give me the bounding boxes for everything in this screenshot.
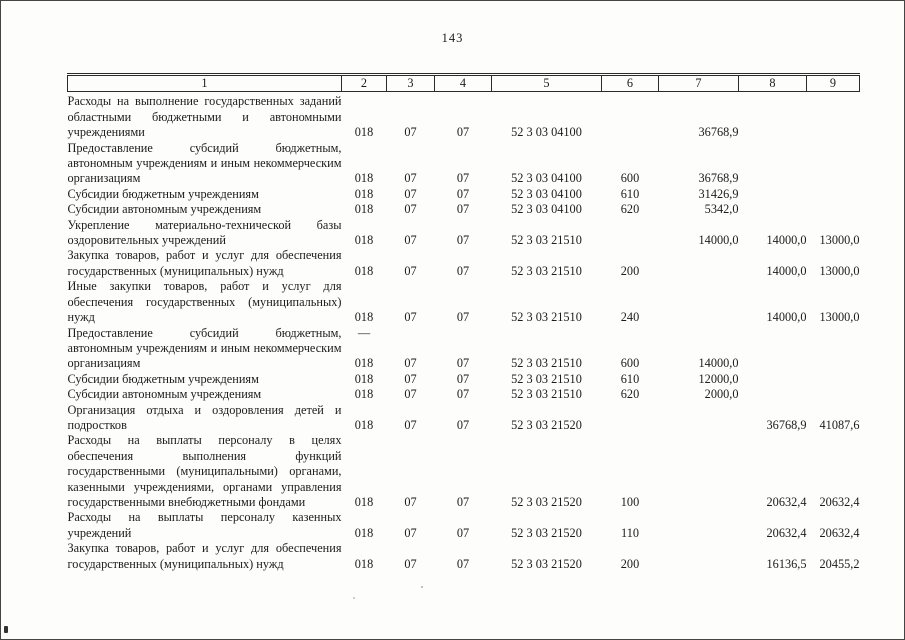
table-row [68, 326, 860, 372]
cell-col3: 07 [404, 494, 417, 509]
cell-col5: 52 3 03 04100 [511, 171, 582, 186]
cell-col4: 07 [456, 125, 470, 140]
column-header-1: 1 [68, 75, 342, 92]
cell-col9 [807, 372, 860, 387]
cell-col8: 14000,0 [766, 310, 807, 325]
cell-col2: 018 [354, 125, 374, 140]
cell-col8 [739, 92, 807, 141]
scan-speck [421, 586, 423, 588]
cell-col4: 07 [456, 387, 470, 402]
cell-col7: 5342,0 [704, 202, 739, 217]
table-row [68, 248, 860, 279]
table-row [68, 387, 860, 402]
cell-col8: 36768,9 [766, 417, 807, 432]
cell-col4: 07 [456, 233, 470, 248]
column-header-6: 6 [602, 75, 659, 92]
cell-col9 [807, 387, 860, 402]
cell-col5: 52 3 03 04100 [511, 186, 582, 201]
cell-col4: 07 [456, 263, 470, 278]
cell-col9: 13000,0 [819, 310, 860, 325]
cell-col7 [659, 510, 739, 541]
table-row [68, 92, 860, 141]
cell-col9 [807, 202, 860, 217]
table-row [68, 541, 860, 572]
cell-col2: 018 [354, 263, 374, 278]
cell-col5: 52 3 03 21520 [511, 525, 582, 540]
cell-col3: 07 [404, 417, 417, 432]
cell-col8 [739, 187, 807, 202]
cell-col9: 13000,0 [819, 233, 860, 248]
cell-col3: 07 [404, 202, 417, 217]
cell-col7 [659, 541, 739, 572]
cell-col8: 16136,5 [766, 556, 807, 571]
cell-col7: 14000,0 [698, 233, 739, 248]
table-header-row [68, 75, 860, 92]
cell-col5: 52 3 03 21510 [511, 371, 582, 386]
cell-col5: 52 3 03 21510 [511, 310, 582, 325]
cell-col2 [342, 326, 387, 372]
cell-description: Субсидии бюджетным учреждениям [67, 186, 259, 201]
cell-col4: 07 [456, 356, 470, 371]
cell-description: Иные закупки товаров, работ и услуг для обеспечения государственных (муниципальных) нужд [67, 279, 342, 325]
cell-col7 [659, 248, 739, 279]
table-row [68, 187, 860, 202]
cell-col7 [659, 403, 739, 434]
cell-col6: 620 [620, 387, 640, 402]
cell-col3: 07 [404, 125, 417, 140]
table-body [68, 92, 860, 572]
cell-description: Предоставление субсидий бюджетным, автономным учреждениям и иным некоммерческим организациям [67, 140, 342, 186]
cell-col6: 620 [620, 202, 640, 217]
cell-col4: 07 [456, 371, 470, 386]
cell-col3: 07 [404, 556, 417, 571]
cell-col4: 07 [456, 171, 470, 186]
column-header-9: 9 [807, 75, 860, 92]
cell-col5: 52 3 03 21510 [511, 387, 582, 402]
cell-col3: 07 [404, 186, 417, 201]
cell-col4: 07 [456, 186, 470, 201]
cell-col3: 07 [404, 310, 417, 325]
cell-col6: 610 [620, 371, 640, 386]
cell-col9: 13000,0 [819, 263, 860, 278]
cell-col2: 018 [354, 233, 374, 248]
column-header-7: 7 [659, 75, 739, 92]
cell-col6: 240 [620, 310, 640, 325]
cell-col2: 018 [354, 556, 374, 571]
cell-col5: 52 3 03 21510 [511, 356, 582, 371]
cell-col2: 018 [354, 310, 374, 325]
cell-description: Субсидии бюджетным учреждениям [67, 371, 259, 386]
cell-col7 [659, 279, 739, 325]
cell-col3: 07 [404, 525, 417, 540]
cell-description: Закупка товаров, работ и услуг для обеспечения государственных (муниципальных) нужд [67, 248, 342, 278]
column-header-3: 3 [387, 75, 435, 92]
cell-col4: 07 [456, 417, 470, 432]
cell-col9: 20455,2 [819, 556, 860, 571]
cell-value: 018 [354, 356, 374, 371]
cell-col8: 20632,4 [766, 494, 807, 509]
cell-col8 [739, 202, 807, 217]
page-number: 143 [441, 31, 464, 45]
cell-col7 [659, 433, 739, 510]
table-row [68, 202, 860, 217]
column-header-5: 5 [492, 75, 602, 92]
cell-col9: 20632,4 [819, 494, 860, 509]
column-header-2: 2 [342, 75, 387, 92]
cell-col3: 07 [404, 356, 417, 371]
table-row [68, 510, 860, 541]
cell-col7: 12000,0 [698, 371, 739, 386]
cell-col9 [807, 326, 860, 372]
cell-col7: 14000,0 [698, 356, 739, 371]
budget-table [67, 73, 860, 572]
table-row [68, 433, 860, 510]
table-row [68, 141, 860, 187]
cell-col5: 52 3 03 21510 [511, 263, 582, 278]
cell-col9 [807, 187, 860, 202]
cell-col9 [807, 92, 860, 141]
cell-col2: 018 [354, 417, 374, 432]
table-row [68, 403, 860, 434]
cell-col6: 200 [620, 556, 640, 571]
cell-description: Субсидии автономным учреждениям [67, 387, 262, 402]
cell-col2: 018 [354, 371, 374, 386]
scan-speck [353, 597, 355, 599]
cell-col2: 018 [354, 525, 374, 540]
cell-col7: 31426,9 [698, 186, 739, 201]
cell-description: Субсидии автономным учреждениям [67, 202, 262, 217]
cell-col2: 018 [354, 387, 374, 402]
cell-col8: 14000,0 [766, 233, 807, 248]
cell-col8 [739, 326, 807, 372]
stray-dash-mark: — [357, 325, 371, 340]
cell-col3: 07 [404, 371, 417, 386]
cell-col2: 018 [354, 202, 374, 217]
cell-description: Закупка товаров, работ и услуг для обеспечения государственных (муниципальных) нужд [67, 541, 342, 571]
cell-col6 [602, 218, 659, 249]
cell-col5: 52 3 03 04100 [511, 125, 582, 140]
cell-col8: 14000,0 [766, 263, 807, 278]
cell-col4: 07 [456, 556, 470, 571]
cell-col4: 07 [456, 202, 470, 217]
cell-col6 [602, 403, 659, 434]
cell-col6: 600 [620, 356, 640, 371]
cell-description: Предоставление субсидий бюджетным, автономным учреждениям и иным некоммерческим организациям [67, 325, 342, 371]
cell-description: Организация отдыха и оздоровления детей и подростков [67, 402, 342, 432]
table-row [68, 218, 860, 249]
scan-artifact [4, 626, 8, 633]
cell-col6 [602, 92, 659, 141]
cell-col6: 610 [620, 186, 640, 201]
cell-col5: 52 3 03 04100 [511, 202, 582, 217]
cell-col9 [807, 141, 860, 187]
cell-col6: 600 [620, 171, 640, 186]
cell-col9: 41087,6 [819, 417, 860, 432]
column-header-8: 8 [739, 75, 807, 92]
cell-col8 [739, 141, 807, 187]
cell-description: Расходы на выполнение государственных заданий областными бюджетными и автономными учреждениями [67, 94, 342, 140]
table-row [68, 279, 860, 325]
cell-col2: 018 [354, 171, 374, 186]
cell-col5: 52 3 03 21510 [511, 233, 582, 248]
cell-col5: 52 3 03 21520 [511, 556, 582, 571]
cell-col6: 100 [620, 494, 640, 509]
cell-col7: 36768,9 [698, 171, 739, 186]
cell-col3: 07 [404, 171, 417, 186]
cell-col5: 52 3 03 21520 [511, 417, 582, 432]
cell-col2: 018 [354, 186, 374, 201]
cell-col6: 200 [620, 263, 640, 278]
cell-col3: 07 [404, 233, 417, 248]
cell-description: Расходы на выплаты персоналу в целях обеспечения выполнения функций государственными (муниципальными) органами, казенными учреждениями, органами управления государственными внебюджетными фондами [67, 433, 342, 509]
cell-col8: 20632,4 [766, 525, 807, 540]
cell-col7: 36768,9 [698, 125, 739, 140]
cell-col8 [739, 372, 807, 387]
table-row [68, 372, 860, 387]
cell-col4: 07 [456, 310, 470, 325]
cell-col7: 2000,0 [704, 387, 739, 402]
cell-col3: 07 [404, 263, 417, 278]
cell-col9: 20632,4 [819, 525, 860, 540]
cell-col3: 07 [404, 387, 417, 402]
cell-col4: 07 [456, 525, 470, 540]
cell-description: Расходы на выплаты персоналу казенных учреждений [67, 510, 342, 540]
cell-description: Укрепление материально-технической базы оздоровительных учреждений [67, 217, 342, 248]
cell-col4: 07 [456, 494, 470, 509]
cell-col2: 018 [354, 494, 374, 509]
cell-col6: 110 [621, 525, 639, 540]
cell-col5: 52 3 03 21520 [511, 494, 582, 509]
column-header-4: 4 [435, 75, 492, 92]
cell-col8 [739, 387, 807, 402]
